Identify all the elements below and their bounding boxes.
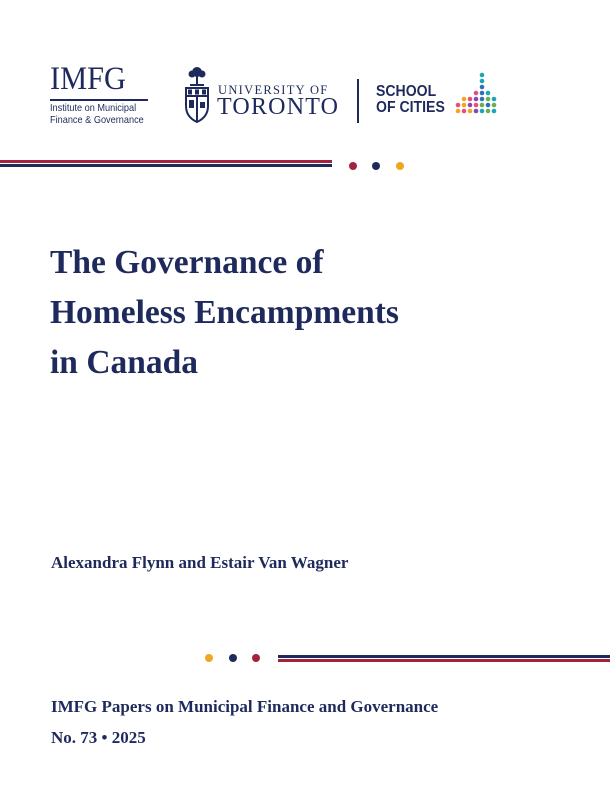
top-dot-crimson [349, 162, 357, 170]
uoft-crest-icon [184, 66, 210, 124]
school-of-cities-line2: OF CITIES [376, 99, 445, 116]
imfg-logo-rule [50, 99, 148, 101]
bottom-dot-navy [229, 654, 237, 662]
school-of-cities-dots-icon [452, 72, 498, 118]
top-rule [0, 160, 332, 167]
title-line3: in Canada [50, 344, 199, 381]
imfg-wordmark: IMFG [50, 61, 126, 97]
title-line1: The Governance of [50, 244, 324, 281]
uoft-wordmark-line2: TORONTO [217, 94, 340, 120]
authors: Alexandra Flynn and Estair Van Wagner [51, 553, 349, 572]
bottom-dot-gold [205, 654, 213, 662]
bottom-dot-crimson [252, 654, 260, 662]
page-title [50, 238, 570, 388]
title-line2: Homeless Encampments [50, 294, 399, 331]
imfg-subtitle-line1: Institute on Municipal [50, 103, 137, 114]
top-dot-navy [372, 162, 380, 170]
logo-divider [357, 79, 359, 123]
school-of-cities-line1: SCHOOL [376, 83, 437, 100]
imfg-logo [50, 63, 150, 127]
imfg-subtitle-line2: Finance & Governance [50, 115, 144, 126]
paper-number: No. 73 • 2025 [51, 728, 146, 747]
uoft-wordmark-line1: UNIVERSITY OF [218, 83, 329, 97]
top-dot-gold [396, 162, 404, 170]
series-title: IMFG Papers on Municipal Finance and Governance [51, 697, 439, 716]
bottom-rule [278, 655, 610, 662]
